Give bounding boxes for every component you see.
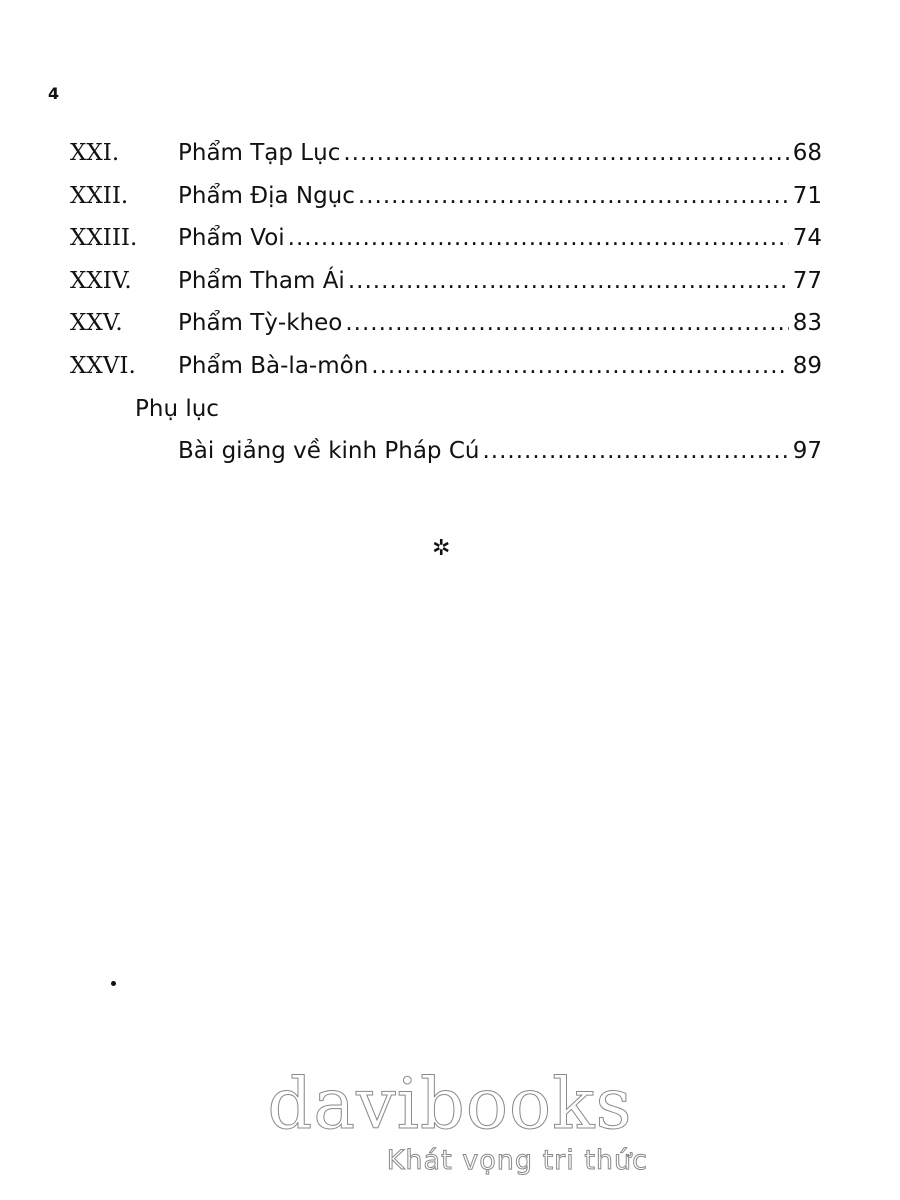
chapter-page: 74 [792, 225, 822, 252]
chapter-numeral: XXII. [70, 182, 129, 209]
toc-entry-xxi [70, 132, 822, 175]
page-number: 4 [48, 84, 60, 103]
appendix-page: 97 [792, 437, 822, 464]
toc-entry-xxii [70, 175, 822, 218]
appendix-heading: Phụ lục [135, 395, 219, 422]
toc-entry-appendix [70, 430, 822, 473]
chapter-title: Phẩm Địa Ngục [178, 182, 355, 209]
toc-entry-xxvi [70, 345, 822, 388]
chapter-numeral: XXI. [70, 140, 120, 166]
chapter-page: 68 [792, 140, 822, 166]
chapter-title: Phẩm Voi [178, 225, 285, 252]
chapter-page: 71 [792, 182, 822, 209]
toc-entry-xxv [70, 302, 822, 345]
chapter-numeral: XXIII. [70, 225, 138, 252]
dot-leader [345, 302, 788, 345]
dot-leader [482, 430, 788, 473]
chapter-title: Phẩm Tham Ái [178, 267, 345, 294]
chapter-numeral: XXV. [70, 310, 123, 337]
chapter-numeral: XXVI. [70, 352, 136, 379]
dot-leader [348, 260, 789, 303]
toc-entry-xxiv [70, 260, 822, 303]
chapter-page: 83 [792, 310, 822, 337]
toc-entry-xxiii [70, 217, 822, 260]
dot-leader [343, 132, 788, 175]
stray-dot [111, 981, 116, 986]
chapter-page: 89 [792, 352, 822, 379]
chapter-numeral: XXIV. [70, 267, 132, 294]
appendix-title: Bài giảng về kinh Pháp Cú [178, 437, 480, 464]
chapter-title: Phẩm Bà-la-môn [178, 352, 369, 379]
flower-ornament-icon: ✲ [432, 536, 451, 561]
chapter-page: 77 [792, 267, 822, 294]
dot-leader [358, 175, 789, 218]
table-of-contents [70, 132, 822, 472]
chapter-title: Phẩm Tỳ-kheo [178, 310, 343, 337]
watermark [250, 1062, 650, 1176]
chapter-title: Phẩm Tạp Lục [178, 140, 341, 166]
watermark-tagline: Khát vọng tri thức [386, 1145, 648, 1176]
dot-leader [288, 217, 789, 260]
dot-leader [371, 345, 788, 388]
watermark-brand: davibooks [267, 1063, 633, 1145]
